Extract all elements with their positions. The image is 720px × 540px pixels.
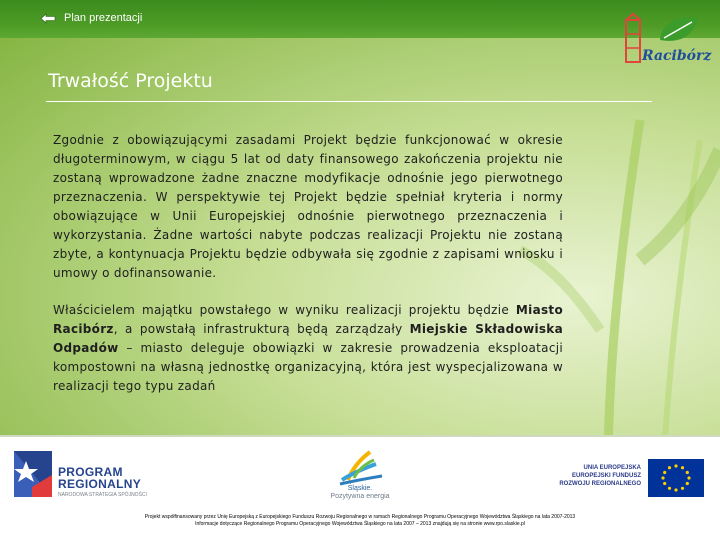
strategy-label: NARODOWA STRATEGIA SPÓJNOŚCI [58, 492, 147, 498]
paragraph-2-text-c: – miasto deleguje obowiązki w zakresie prowadzenia eksploatacji kompostowni na własną jednostkę organizacyjną, która jest wyspecjalizowana w realizacji tego typu zadań [53, 341, 563, 393]
back-arrow-icon [40, 13, 56, 24]
paragraph-2-text-b: , a powstałą infrastrukturą będą zarządzały [113, 322, 410, 336]
program-regionalny-logo [12, 447, 56, 499]
back-link-label: Plan prezentacji [64, 12, 143, 24]
eu-line-1: UNIA EUROPEJSKA [583, 465, 641, 471]
paragraph-2-text-a: Właścicielem majątku powstałego w wyniku realizacji projektu będzie [53, 303, 516, 317]
footer-divider [0, 435, 720, 437]
program-regionalny-text [58, 466, 147, 498]
raciborz-logo-graphic [620, 12, 710, 82]
manager-name: Miejskie Składowiska Odpadów [53, 322, 563, 355]
slaskie-tagline: Pozytywna energia [330, 493, 390, 500]
slaskie-logo [332, 446, 388, 486]
cofinancing-line-1: Projekt współfinansowany przez Unię Europejską z Europejskiego Funduszu Rozwoju Regionalnego w ramach Regionalnego Programu Operacyjnego Województwa Śląskiego na lata 2007-2013 [144, 514, 576, 520]
eu-flag-icon [648, 459, 704, 497]
raciborz-logo-text: Racibórz [642, 48, 712, 64]
back-to-plan-link[interactable] [40, 12, 142, 24]
regionalny-label: REGIONALNY [58, 477, 142, 491]
program-label: PROGRAM [58, 465, 123, 479]
eu-line-2: EUROPEJSKI FUNDUSZ [571, 473, 641, 479]
body-paragraph-1: Zgodnie z obowiązującymi zasadami Projekt będzie funkcjonować w okresie długoterminowym, w ciągu 5 lat od daty finansowego zakończenia projektu nie zostaną wprowadzone żadne znaczne modyfikacje odnośnie jego pierwotnego przeznaczenia. W perspektywie tej Projekt będzie spełniał kryteria i normy obowiązujące w Unii Europejskiej odnośnie pierwotnego przeznaczenia i wykorzystania. Żadne wartości nabyte podczas realizacji Projektu nie zostaną zbyte, a kontynuacja Projektu będzie odbywała się zgodnie z zapisami wniosku i umowy o dofinansowanie. [53, 133, 563, 280]
cofinancing-line-2: Informacje dotyczące Regionalnego Programu Operacyjnego Województwa Śląskiego na lata 2007 – 2013 znajdują się na stronie www.rpo.slaskie.pl [195, 521, 525, 527]
title-divider [46, 101, 652, 102]
slaskie-name: Śląskie. [347, 485, 373, 492]
slaskie-text [330, 485, 390, 501]
body-paragraph-2 [53, 301, 563, 396]
cofinancing-note [20, 514, 700, 528]
eu-line-3: ROZWOJU REGIONALNEGO [559, 481, 641, 487]
raciborz-logo [620, 12, 710, 82]
owner-name: Miasto Racibórz [53, 303, 563, 336]
eu-fund-text [537, 464, 641, 488]
slide-body [53, 131, 563, 414]
slide-title: Trwałość Projektu [48, 70, 213, 92]
